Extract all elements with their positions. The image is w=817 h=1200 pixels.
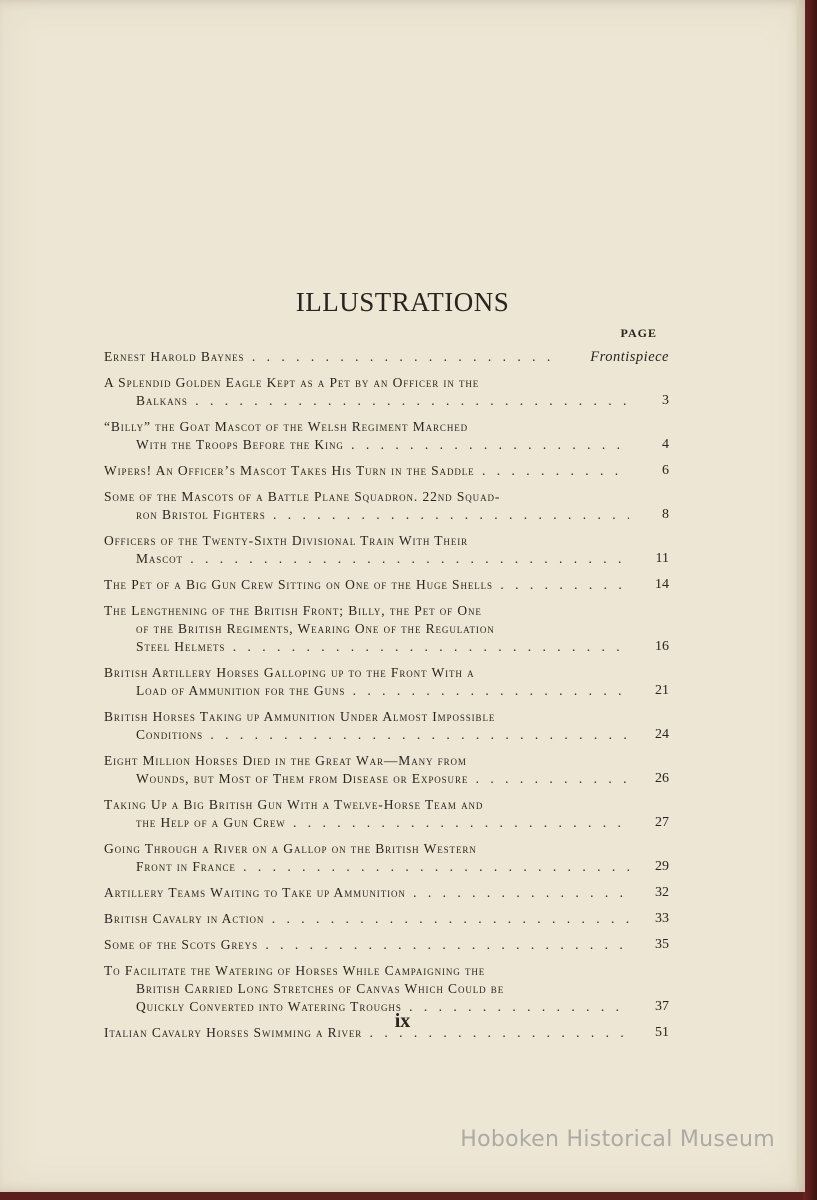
- entry-page-number: 11: [655, 551, 669, 566]
- entry-page-number: 26: [655, 771, 669, 786]
- illustration-entry: [104, 462, 669, 480]
- entry-title-line: the Help of a Gun Crew . . .: [104, 814, 629, 832]
- entry-title-line: Quickly Converted into Watering Troughs . . .: [104, 998, 629, 1016]
- illustration-entry: [104, 962, 669, 1016]
- illustration-entry: [104, 576, 669, 594]
- illustration-entry: [104, 348, 669, 366]
- illustration-entry: [104, 910, 669, 928]
- entry-title-line: With the Troops Before the King . . .: [104, 436, 629, 454]
- illustration-entry: [104, 602, 669, 656]
- museum-watermark: Hoboken Historical Museum: [460, 1127, 775, 1152]
- entry-title-line: A Splendid Golden Eagle Kept as a Pet by an Officer in the: [104, 375, 480, 390]
- entry-title-line: ron Bristol Fighters . . .: [104, 506, 629, 524]
- illustration-entry: [104, 488, 669, 524]
- entry-page-number: 37: [655, 999, 669, 1014]
- entry-title-line: Artillery Teams Waiting to Take up Ammunition . . .: [104, 884, 629, 902]
- entry-title-line: Some of the Mascots of a Battle Plane Squadron. 22nd Squad-: [104, 489, 501, 504]
- illustration-entry: [104, 664, 669, 700]
- entry-title-line: Italian Cavalry Horses Swimming a River . . .: [104, 1024, 629, 1042]
- entry-title-line: Eight Million Horses Died in the Great War—Many from: [104, 753, 467, 768]
- entry-page-number: 6: [662, 463, 669, 478]
- entry-title-line: Balkans . . .: [104, 392, 629, 410]
- illustrations-list: [104, 348, 669, 1050]
- illustration-entry: [104, 840, 669, 876]
- entry-page-number: 24: [655, 727, 669, 742]
- illustration-entry: [104, 374, 669, 410]
- entry-page-number: 33: [655, 911, 669, 926]
- entry-title-line: Wounds, but Most of Them from Disease or Exposure . . .: [104, 770, 629, 788]
- illustration-entry: [104, 884, 669, 902]
- entry-title-line: British Carried Long Stretches of Canvas Which Could be: [136, 981, 505, 996]
- entry-title-line: Wipers! An Officer’s Mascot Takes His Turn in the Saddle . . .: [104, 462, 629, 480]
- entry-page-number: 16: [655, 639, 669, 654]
- entry-title-line: British Horses Taking up Ammunition Under Almost Impossible: [104, 709, 496, 724]
- illustration-entry: [104, 796, 669, 832]
- entry-page-number: 4: [662, 437, 669, 452]
- entry-title-line: Mascot . . .: [104, 550, 629, 568]
- entry-page-number: 3: [662, 393, 669, 408]
- entry-title-line: Ernest Harold Baynes . . .: [104, 348, 561, 366]
- illustration-entry: [104, 752, 669, 788]
- illustration-entry: [104, 418, 669, 454]
- entry-page-number: 8: [662, 507, 669, 522]
- entry-page-number: 51: [655, 1025, 669, 1040]
- page-column-label: PAGE: [620, 326, 657, 340]
- entry-title-line: Taking Up a Big British Gun With a Twelve-Horse Team and: [104, 797, 484, 812]
- entry-title-line: “Billy” the Goat Mascot of the Welsh Regiment Marched: [104, 419, 469, 434]
- entry-title-line: Going Through a River on a Gallop on the British Western: [104, 841, 477, 856]
- entry-title-line: Load of Ammunition for the Guns . . .: [104, 682, 629, 700]
- entry-title-line: The Lengthening of the British Front; Billy, the Pet of One: [104, 603, 482, 618]
- entry-title-line: Front in France . . .: [104, 858, 629, 876]
- page-number: ix: [394, 1010, 411, 1032]
- entry-page-number: 21: [655, 683, 669, 698]
- entry-title-line: Some of the Scots Greys . . .: [104, 936, 629, 954]
- illustration-entry: [104, 708, 669, 744]
- book-cover-edge: [803, 0, 817, 1200]
- entry-page-number: Frontispiece: [584, 348, 669, 366]
- entry-page-number: 27: [655, 815, 669, 830]
- entry-title-line: Officers of the Twenty-Sixth Divisional Train With Their: [104, 533, 469, 548]
- page-title: ILLUSTRATIONS: [295, 287, 510, 317]
- illustration-entry: [104, 936, 669, 954]
- entry-title-line: To Facilitate the Watering of Horses While Campaigning the: [104, 963, 486, 978]
- entry-title-line: Conditions . . .: [104, 726, 629, 744]
- entry-title-line: The Pet of a Big Gun Crew Sitting on One of the Huge Shells . . .: [104, 576, 629, 594]
- entry-page-number: 29: [655, 859, 669, 874]
- illustration-entry: [104, 532, 669, 568]
- entry-page-number: 35: [655, 937, 669, 952]
- entry-title-line: Steel Helmets . . .: [104, 638, 629, 656]
- entry-title-line: of the British Regiments, Wearing One of the Regulation: [136, 621, 495, 636]
- entry-title-line: British Artillery Horses Galloping up to the Front With a: [104, 665, 475, 680]
- entry-page-number: 14: [655, 577, 669, 592]
- entry-page-number: 32: [655, 885, 669, 900]
- entry-title-line: British Cavalry in Action . . .: [104, 910, 629, 928]
